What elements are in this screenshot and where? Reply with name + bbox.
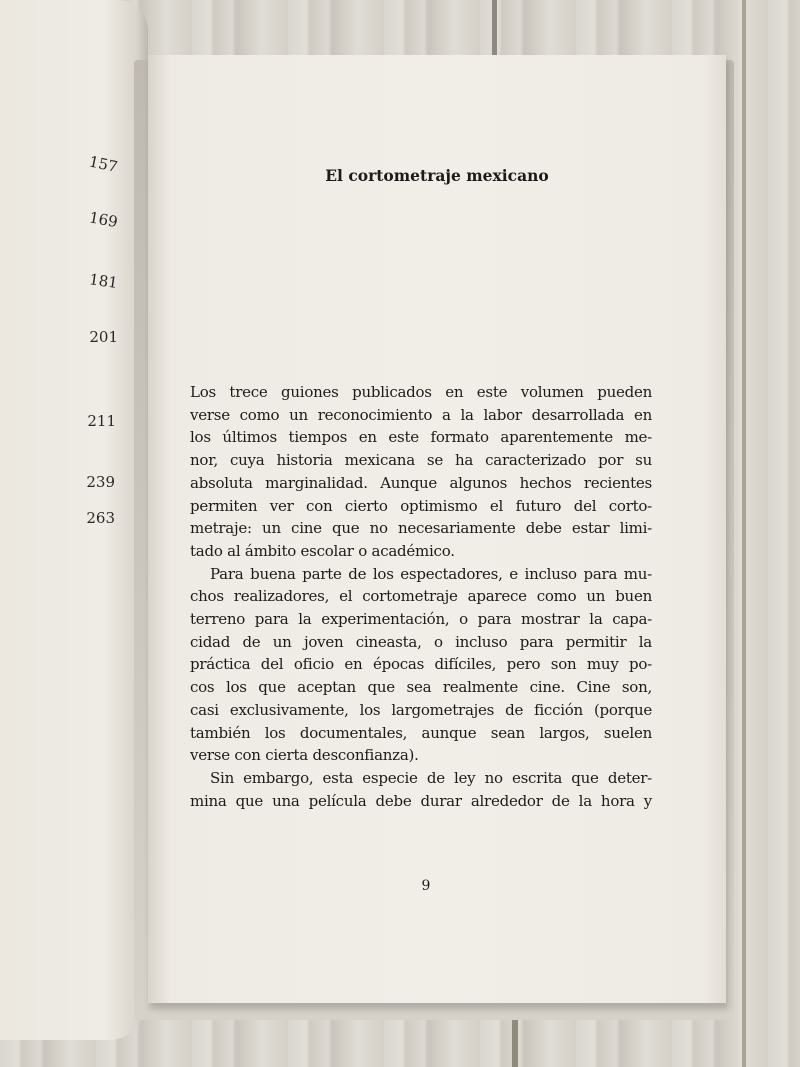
text-line: metraje: un cine que no necesariamente debe estar limi- [190, 519, 652, 538]
text-line: casi exclusivamente, los largometrajes de ficción (porque [190, 700, 652, 719]
text-line: chos realizadores, el cortometraje aparece como un buen [190, 587, 652, 606]
text-line: mina que una película debe durar alrededor de la hora y [190, 791, 652, 810]
text-line: Para buena parte de los espectadores, e incluso para mu- [210, 564, 652, 583]
toc-page-number: 157 [87, 152, 120, 177]
chapter-title: El cortometraje mexicano [325, 166, 549, 185]
toc-page-number: 263 [86, 509, 115, 527]
toc-page-number: 239 [86, 473, 115, 491]
paragraph [190, 381, 652, 563]
text-line: terreno para la experimentación, o para mostrar la capa- [190, 610, 652, 629]
text-line: Sin embargo, esta especie de ley no escrita que deter- [210, 768, 652, 787]
text-line: los últimos tiempos en este formato aparentemente me- [190, 428, 652, 447]
text-line: Los trece guiones publicados en este volumen pueden [190, 383, 652, 401]
body-text [190, 381, 652, 812]
text-line: también los documentales, aunque sean largos, suelen [190, 723, 652, 742]
text-line: absoluta marginalidad. Aunque algunos hechos recientes [190, 473, 652, 492]
toc-page-number: 201 [89, 328, 118, 346]
paragraph [190, 563, 652, 767]
page-number: 9 [421, 878, 431, 894]
text-line: verse con cierta desconfianza). [190, 746, 419, 765]
text-line: permiten ver con cierto optimismo el futuro del corto- [190, 496, 652, 515]
left-page [0, 0, 148, 1040]
toc-page-number: 169 [87, 208, 120, 232]
text-line: nor, cuya historia mexicana se ha caracterizado por su [190, 451, 652, 470]
text-line: verse como un reconocimiento a la labor desarrollada en [190, 405, 652, 424]
paragraph [190, 767, 652, 812]
plank-gap [742, 0, 746, 1067]
plank-gap [492, 0, 497, 58]
text-line: cos los que aceptan que sea realmente cine. Cine son, [190, 678, 652, 697]
text-line: tado al ámbito escolar o académico. [190, 541, 455, 560]
toc-page-number: 211 [87, 412, 116, 430]
text-line: práctica del oficio en épocas difíciles, pero son muy po- [190, 655, 652, 674]
text-line: cidad de un joven cineasta, o incluso para permitir la [190, 632, 652, 651]
toc-page-number: 181 [88, 270, 119, 293]
